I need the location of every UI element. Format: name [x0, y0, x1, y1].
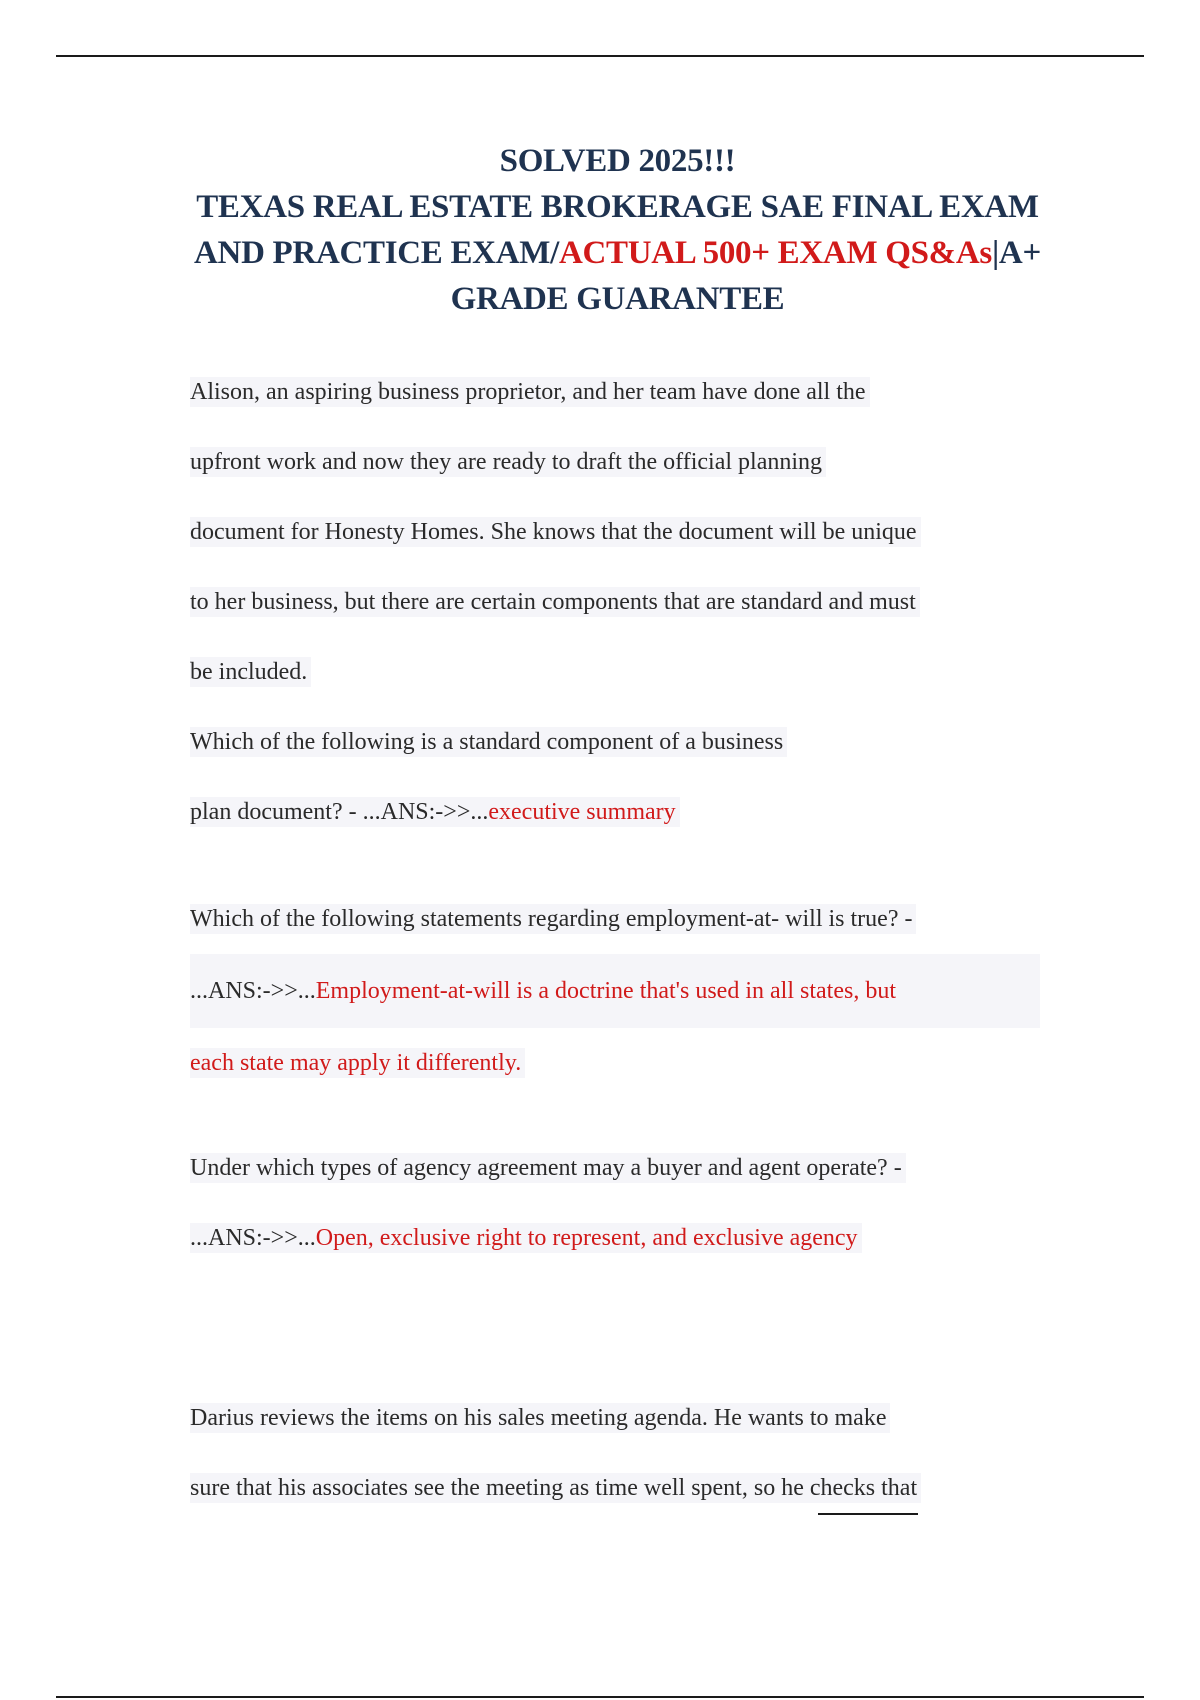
title-line-1: SOLVED 2025!!! — [499, 143, 736, 179]
question-3 — [190, 1133, 1040, 1273]
q1-line: to her business, but there are certain components that are standard and must — [190, 567, 1040, 637]
q3-answer-line — [190, 1203, 1040, 1273]
title-line-4: GRADE GUARANTEE — [450, 281, 785, 317]
document-title — [140, 138, 1095, 322]
title-line-2: TEXAS REAL ESTATE BROKERAGE SAE FINAL EXAM — [196, 189, 1039, 225]
q4-line: sure that his associates see the meeting as time well spent, so he checks that — [190, 1453, 1040, 1523]
underline-mark — [818, 1513, 918, 1515]
q1-answer: executive summary — [488, 799, 676, 825]
title-line-3-part-a: AND PRACTICE EXAM/ — [194, 235, 559, 271]
question-2 — [190, 884, 1040, 1098]
q3-answer: Open, exclusive right to represent, and exclusive agency — [315, 1225, 858, 1251]
q2-answer-line-1: ...ANS:->>...Employment-at-will is a doctrine that's used in all states, but — [190, 954, 1040, 1028]
top-rule — [56, 55, 1144, 57]
q3-answer-prefix: ...ANS:->>... — [190, 1225, 316, 1251]
title-line-3-part-c: |A+ — [991, 235, 1041, 271]
question-1 — [190, 357, 1040, 847]
q2-line: Which of the following statements regarding employment-at- will is true? - — [190, 884, 1040, 954]
q1-answer-prefix: plan document? - ...ANS:->>... — [190, 799, 489, 825]
q1-line: Alison, an aspiring business proprietor, and her team have done all the — [190, 357, 1040, 427]
q1-line: upfront work and now they are ready to draft the official planning — [190, 427, 1040, 497]
bottom-rule — [56, 1696, 1144, 1698]
q1-line: Which of the following is a standard component of a business — [190, 707, 1040, 777]
q3-line: Under which types of agency agreement may a buyer and agent operate? - — [190, 1133, 1040, 1203]
question-4 — [190, 1383, 1040, 1523]
q2-answer-line-2: each state may apply it differently. — [190, 1028, 1040, 1098]
title-line-3 — [140, 230, 1095, 276]
q1-line: document for Honesty Homes. She knows that the document will be unique — [190, 497, 1040, 567]
q1-line: be included. — [190, 637, 1040, 707]
q2-answer-prefix: ...ANS:->>... — [190, 978, 316, 1004]
title-highlight: ACTUAL 500+ EXAM QS&As — [558, 235, 992, 271]
q1-answer-line — [190, 777, 1040, 847]
q4-line: Darius reviews the items on his sales meeting agenda. He wants to make — [190, 1383, 1040, 1453]
